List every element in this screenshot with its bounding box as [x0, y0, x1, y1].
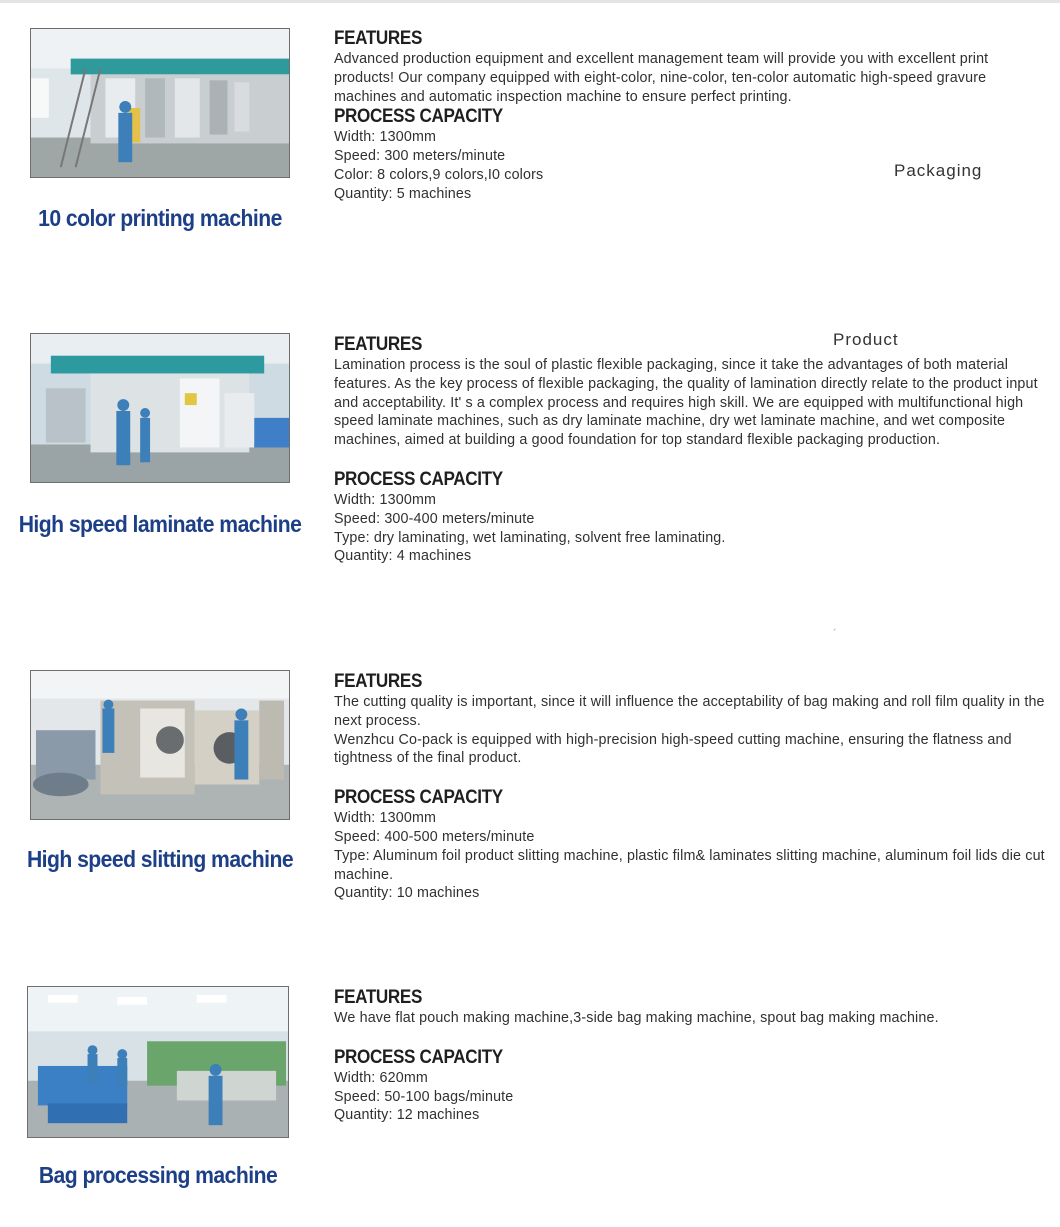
capacity-line: Width: 1300mm [334, 810, 437, 827]
slitting-machine-photo [30, 670, 290, 820]
capacity-line: Width: 1300mm [334, 491, 437, 508]
features-heading: FEATURES [334, 987, 423, 1008]
capacity-line: Speed: 50-100 bags/minute [334, 1088, 514, 1105]
product-label: Product [833, 330, 899, 349]
top-divider [0, 0, 1060, 3]
stray-mark: ˏ [832, 620, 837, 631]
capacity-list [334, 1069, 1049, 1125]
capacity-line: Width: 620mm [334, 1069, 428, 1086]
capacity-line: Speed: 300-400 meters/minute [334, 510, 535, 527]
features-paragraph: The cutting quality is important, since it will influence the acceptability of bag making and roll film quality in the next process. [334, 694, 1045, 729]
printing-caption: 10 color printing machine [38, 205, 282, 231]
capacity-line: Width: 1300mm [334, 129, 437, 146]
capacity-heading: PROCESS CAPACITY [334, 1046, 503, 1068]
features-paragraph: Wenzhcu Co-pack is equipped with high-precision high-speed cutting machine, ensuring the flatness and tightness of the final product. [334, 731, 1012, 767]
capacity-line: Speed: 400-500 meters/minute [334, 828, 535, 845]
capacity-line: Quantity: 5 machines [334, 185, 472, 202]
capacity-line: Type: dry laminating, wet laminating, solvent free laminating. [334, 529, 726, 546]
features-paragraph: We have flat pouch making machine,3-side bag making machine, spout bag making machine. [334, 1010, 939, 1026]
features-paragraph: Lamination process is the soul of plastic flexible packaging, since it take the advantages of both material features. As the key process of flexible packaging, the quality of lamination directly relate to the product input and acceptability. It' s a complex process and requires high skill. We are equipped with multifunctional high speed laminate machines, such as dry laminate machine, dry wet laminate machine, and wet composite machines, aimed at building a good foundation for top standard flexible packaging production. [334, 357, 1038, 449]
printing-machine-photo [30, 28, 290, 178]
capacity-list [334, 491, 1049, 566]
capacity-line: Quantity: 10 machines [334, 885, 480, 902]
features-heading: FEATURES [334, 671, 423, 692]
slitting-caption: High speed slitting machine [26, 846, 294, 872]
capacity-line: Quantity: 4 machines [334, 548, 472, 565]
slitting-text [334, 671, 1049, 903]
capacity-heading: PROCESS CAPACITY [334, 787, 503, 809]
capacity-line: Color: 8 colors,9 colors,I0 colors [334, 166, 544, 183]
laminate-caption: High speed laminate machine [18, 511, 302, 537]
features-paragraph: Advanced production equipment and excellent management team will provide you with excellent print products! Our company equipped with eight-color, nine-color, ten-color automatic high-speed gravure machines and automatic inspection machine to ensure perfect printing. [334, 51, 989, 105]
laminate-text [334, 334, 1049, 566]
capacity-heading: PROCESS CAPACITY [334, 106, 503, 128]
features-heading: FEATURES [334, 28, 423, 49]
bag-machine-photo [27, 986, 289, 1138]
bag-text [334, 987, 1049, 1125]
capacity-heading: PROCESS CAPACITY [334, 468, 503, 490]
capacity-line: Type: Aluminum foil product slitting machine, plastic film& laminates slitting machine, aluminum foil lids die cut machine. [334, 847, 1045, 883]
bag-caption: Bag processing machine [38, 1162, 278, 1188]
capacity-list [334, 809, 1049, 903]
features-heading: FEATURES [334, 334, 423, 355]
laminate-machine-photo [30, 333, 290, 483]
capacity-line: Speed: 300 meters/minute [334, 148, 506, 165]
packaging-label: Packaging [894, 161, 983, 180]
capacity-line: Quantity: 12 machines [334, 1107, 480, 1124]
